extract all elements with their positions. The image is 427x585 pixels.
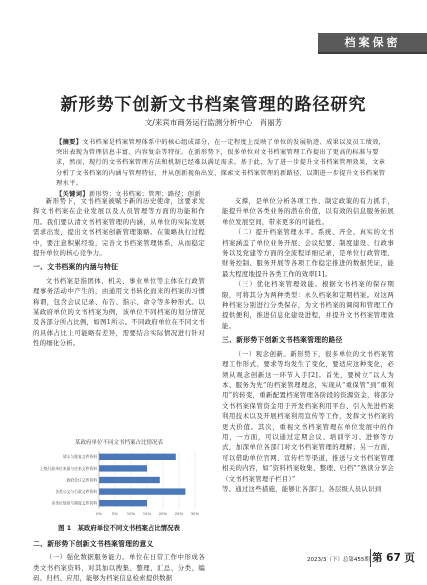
bar [99,465,147,471]
bar [99,477,160,483]
right-paragraph-4b: 等。通过这些措施，能够让各部门、各层级人员认识到 [222,484,382,493]
x-tick-label: 20% [158,511,168,516]
y-category-label: 请示与批复文件资料 [62,454,97,460]
footer-divider [370,549,371,567]
article-author: 文/来宾市商务运行监测分析中心 肖丽芳 [144,118,283,127]
y-category-label: 各类公文与行政文件资料 [55,489,97,494]
x-tick-label: 25% [174,511,184,516]
intro-paragraph: 新形势下，文书档案被赋予新的历史使命，这要求发挥文书档案在企业发展以及人员管理等方面的功能和作用。我们要认清文书档案管理的内涵，从单位的实际发展需求出发，提出文书档案创新管理策略。在策略执行过程中，要注意积累经验，完善文书档案管理体系，从而稳定提升单位的核心竞争力。 [33,197,205,258]
y-category-label: 政府会议文件资料 [66,477,97,483]
right-paragraph-4: （一）观念创新。新形势下，很多单位的文书档案管理工作形式、要求等均发生了变化，要适应这种变化，必须从观念创新这一环节入手[2]。首先，要树立“以人为本、服务为先”的档案管理理念，实现从“重保管”到“重利用”的转变，重新配置档案管理各阶段的资源资金，将部分文书档案保管资金用于开发档案利用平台、引入先进档案利用技术以及开展档案利用宣传等工作，发挥文书档案的更大价值。其次，重视文书档案管理在单位发展中的作用，一方面，可以通过定期会议、培训学习、进修等方式，加深单位各部门对文书档案管理的理解；另一方面，可以借助单位官网、宣传栏等渠道，推送与文书档案管理相关的内容，如“资料档案收集、整理、归档”“熟读分享会（文书档案管理子栏目）” [222,349,394,483]
paragraph-1: 文书档案是指团体、机关、事业单位等主体在行政管理事务活动中产生的，由通用文书转化而来的档案的习惯称谓，包含会议记录、布告、指示、命令等多种形式。以某政府单位的文书档案为例，该单位不同档案的划分情况及各部分所占比例，如图1所示。不同政府单位在不同文书的具体占比上可能略有差异，需要结合实际情况进行针对性的细化分析。 [33,276,205,348]
abstract-text: 文书档案是档案管理体系中的核心组成部分，在一定程度上反映了单位的发展轨迹、成果以及员工绩效，突出表现为管理信息丰富、内容复杂等特征。在新形势下，很多单位对文书档案管理工作提出了更高的标准与要求，然而，现行的文书档案管理方法和机制已经难以满足需求。基于此，为了进一步提升文书档案管理效果，文章分析了文书档案的内涵与管理特征，并从创新视角出发，探索文书档案管理的新路径，以期进一步提升文书档案管理水平。 [56,139,386,187]
x-tick-label: 30% [190,511,200,516]
right-paragraph-2: （二）提升档案管理水平。系统、齐全、真实的文书档案涵盖了单位业务开展、会议纪要、制度建设、行政事务以及党建等方面的全流程详细记录，是单位行政管理、财务控制、服务开展等各项工作稳定推进的数据凭证，能最大程度地提升各类工作的效率[1]。 [222,228,394,278]
section-rule [318,52,427,54]
y-category-label: 本单位规章与制度文件资料 [51,500,97,506]
abstract-block [56,138,386,200]
section-heading-2: 二、新形势下创新文书档案管理的意义 [33,540,154,548]
section-label: 档案保密 [318,33,427,52]
article-title: 新形势下创新文书档案管理的路径研究 [60,95,367,115]
section-heading-1: 一、文书档案的内涵与特征 [33,263,119,272]
right-paragraph-1: 支撑，是单位分析各项工作、制定政策的有力抓手，能提升单位各类业务的潜在价值，以有效的信息服务拓展单位发展空间，带来更多的可能性。 [222,197,394,226]
right-column [222,196,394,556]
x-tick-label: 10% [126,511,136,516]
x-tick-label: 15% [142,511,152,516]
y-category-label: 上级行政单位来函与往来文件资料 [40,465,97,471]
bar [99,488,185,494]
issue-info: 2023/3（下）总第455期 [307,557,370,563]
bar [99,454,176,460]
page-number: 第 67 页 [372,552,415,564]
keywords-text: 新形势；文书档案；管理；路径；创新 [88,191,201,199]
x-tick-label: 5% [111,511,119,516]
section-heading-3: 三、新形势下创新文书档案管理的路径 [222,336,343,345]
bar-chart [33,435,205,521]
keywords-label: 【关键词】 [56,191,89,199]
abstract-label: 【摘要】 [56,139,83,146]
figure-caption: 图 1 某政府单位不同文书档案占比情况表 [58,524,180,532]
chart-title: 某政府单位不同文书档案占比情况表 [74,440,164,446]
paragraph-2: （一）强化数据服务能力。单位在日常工作中形成各类文书档案资料，对其加以搜集、整理、汇总、分类、编码、归档、应用，能够为档案信息检索提供数据 [33,553,205,583]
x-tick-label: 0% [95,511,103,516]
right-paragraph-3: （三）优化档案管理效能。根据文书档案的保存期限，可将其分为两种类型：永久档案和定期档案。对这两种档案分别进行分类保存，为文书档案的调阅和管理工作提供便利，推进信息化建设进程，并提升文书档案管理效能。 [222,280,394,330]
bar [99,500,147,506]
left-column-lower [33,535,205,583]
